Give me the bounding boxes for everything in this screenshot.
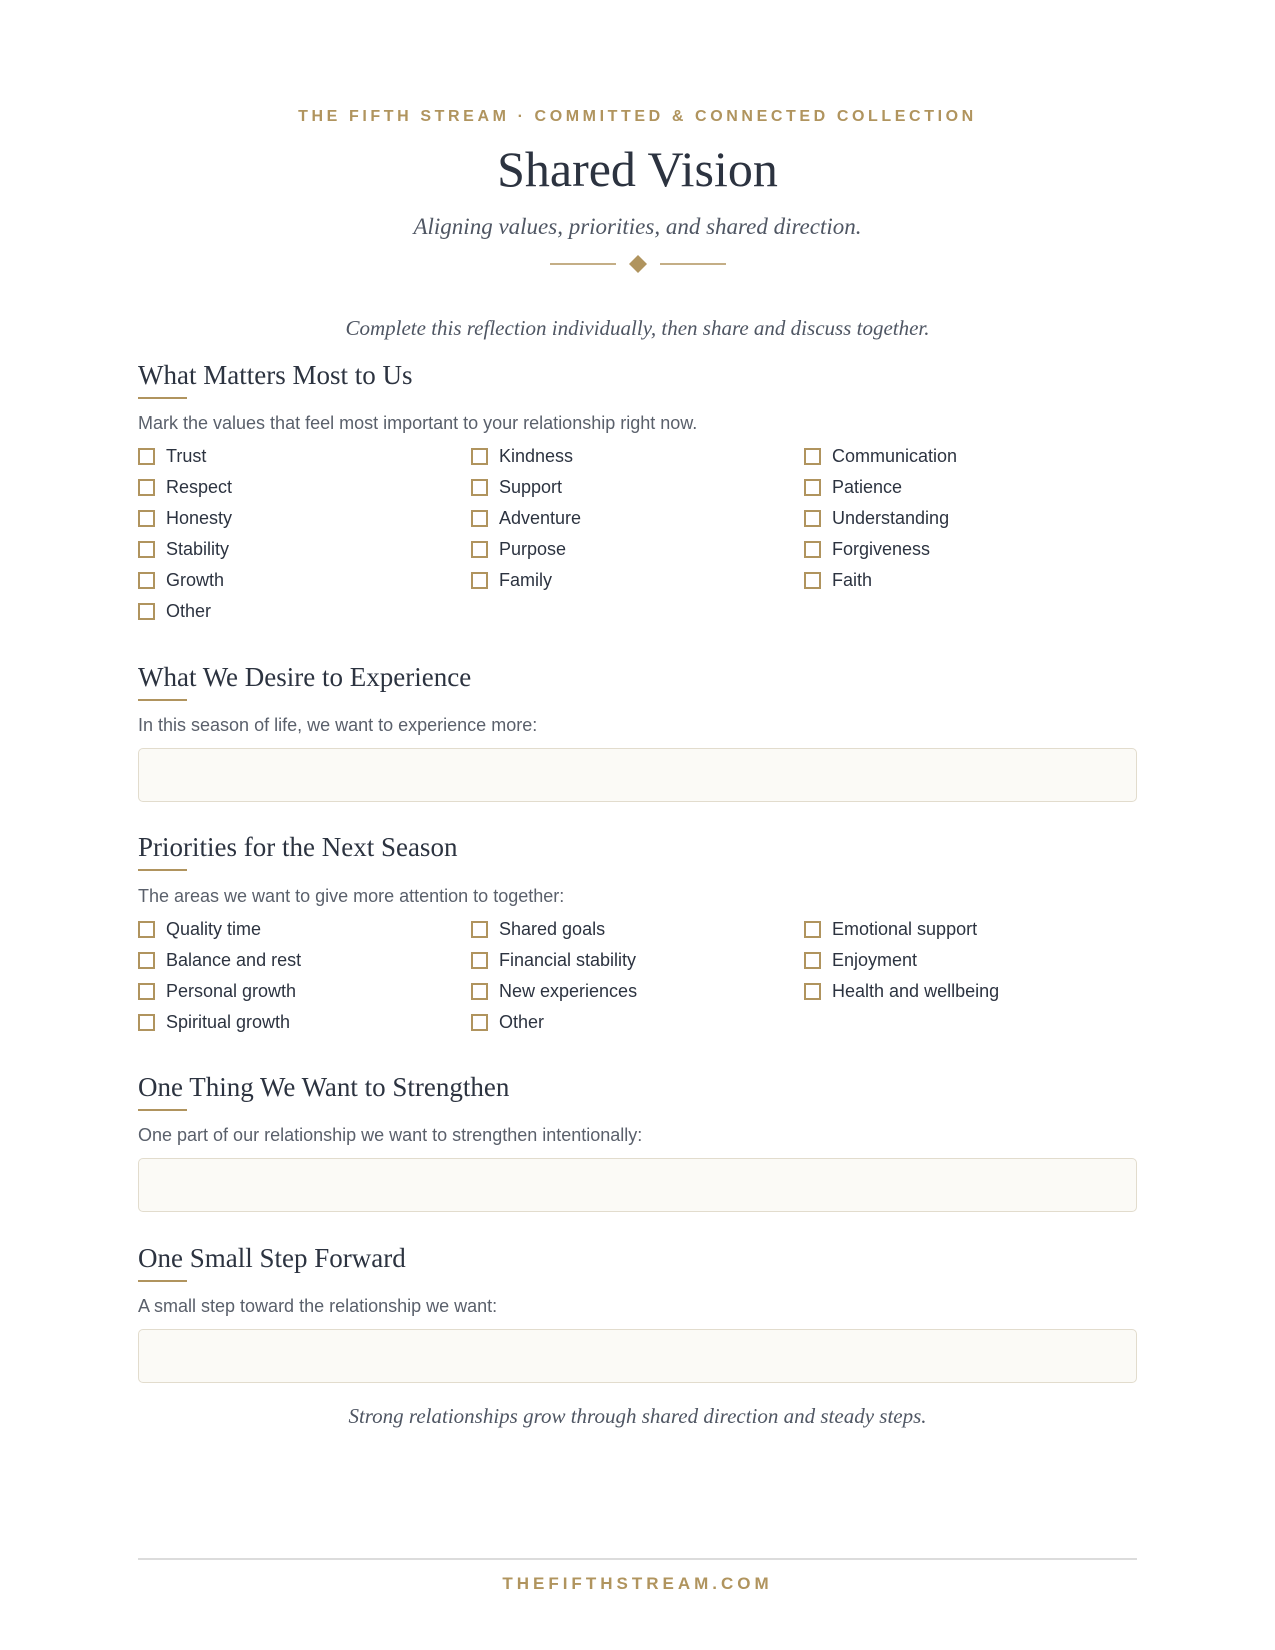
checkbox[interactable] <box>138 479 155 496</box>
value-option[interactable] <box>471 444 573 468</box>
desire-response-field[interactable] <box>138 748 1137 802</box>
checkbox[interactable] <box>471 983 488 1000</box>
strengthen-response-field[interactable] <box>138 1158 1137 1212</box>
checkbox[interactable] <box>471 572 488 589</box>
section-description-values: Mark the values that feel most important to your relationship right now. <box>138 413 698 433</box>
checkbox-label: Respect <box>166 476 233 497</box>
value-option[interactable] <box>804 537 930 561</box>
checkbox-label: Personal growth <box>166 980 297 1001</box>
step-response-field[interactable] <box>138 1329 1137 1383</box>
footer-divider <box>138 1558 1137 1560</box>
checkbox[interactable] <box>138 1014 155 1031</box>
checkbox-label: Understanding <box>832 507 950 528</box>
value-option[interactable] <box>138 537 229 561</box>
page-subtitle: Aligning values, priorities, and shared direction. <box>413 214 862 239</box>
checkbox-label: New experiences <box>499 980 638 1001</box>
checkbox-label: Health and wellbeing <box>832 980 1000 1001</box>
section-accent-rule <box>138 869 187 871</box>
checkbox-label: Family <box>499 569 552 590</box>
value-option[interactable] <box>471 537 566 561</box>
section-title-values: What Matters Most to Us <box>138 360 413 390</box>
closing-quote: Strong relationships grow through shared direction and steady steps. <box>348 1404 927 1428</box>
value-option[interactable] <box>138 599 211 623</box>
checkbox-label: Emotional support <box>832 918 978 939</box>
priority-option[interactable] <box>471 1010 544 1034</box>
priority-option[interactable] <box>471 979 637 1003</box>
checkbox-label: Purpose <box>499 538 567 559</box>
checkbox[interactable] <box>804 510 821 527</box>
checkbox-label: Other <box>166 600 212 621</box>
checkbox-label: Forgiveness <box>832 538 931 559</box>
value-option[interactable] <box>804 568 872 592</box>
checkbox-label: Shared goals <box>499 918 606 939</box>
checkbox[interactable] <box>138 952 155 969</box>
priority-option[interactable] <box>804 948 917 972</box>
checkbox[interactable] <box>138 510 155 527</box>
checkbox[interactable] <box>804 572 821 589</box>
checkbox[interactable] <box>804 952 821 969</box>
value-option[interactable] <box>138 568 224 592</box>
priority-option[interactable] <box>138 948 301 972</box>
checkbox-label: Kindness <box>499 445 574 466</box>
checkbox-label: Support <box>499 476 563 497</box>
checkbox-label: Spiritual growth <box>166 1011 291 1032</box>
section-title-step: One Small Step Forward <box>138 1243 406 1273</box>
footer-website: THEFIFTHSTREAM.COM <box>502 1574 773 1593</box>
priority-option[interactable] <box>471 948 636 972</box>
diamond-divider-icon <box>548 254 728 274</box>
checkbox-label: Honesty <box>166 507 233 528</box>
checkbox[interactable] <box>471 1014 488 1031</box>
checkbox[interactable] <box>471 541 488 558</box>
section-description-step: A small step toward the relationship we want: <box>138 1296 498 1316</box>
section-title-strengthen: One Thing We Want to Strengthen <box>138 1072 510 1102</box>
section-title-desire: What We Desire to Experience <box>138 662 472 692</box>
value-option[interactable] <box>804 444 957 468</box>
value-option[interactable] <box>138 506 232 530</box>
checkbox[interactable] <box>471 448 488 465</box>
priority-option[interactable] <box>138 917 261 941</box>
section-accent-rule <box>138 397 187 399</box>
value-option[interactable] <box>138 444 206 468</box>
checkbox[interactable] <box>804 448 821 465</box>
checkbox[interactable] <box>471 921 488 938</box>
section-description-priorities: The areas we want to give more attention to together: <box>138 886 565 906</box>
checkbox-label: Patience <box>832 476 903 497</box>
checkbox[interactable] <box>471 952 488 969</box>
checkbox-label: Financial stability <box>499 949 637 970</box>
collection-eyebrow: THE FIFTH STREAM · COMMITTED & CONNECTED COLLECTION <box>298 108 977 125</box>
checkbox[interactable] <box>804 541 821 558</box>
checkbox-label: Other <box>499 1011 545 1032</box>
checkbox[interactable] <box>471 479 488 496</box>
value-option[interactable] <box>471 506 581 530</box>
value-option[interactable] <box>471 475 562 499</box>
section-accent-rule <box>138 1280 187 1282</box>
checkbox-label: Balance and rest <box>166 949 302 970</box>
checkbox-label: Trust <box>166 445 207 466</box>
checkbox[interactable] <box>138 983 155 1000</box>
value-option[interactable] <box>804 506 949 530</box>
priority-option[interactable] <box>471 917 605 941</box>
checkbox[interactable] <box>804 921 821 938</box>
section-description-desire: In this season of life, we want to experience more: <box>138 715 538 735</box>
priority-option[interactable] <box>138 979 296 1003</box>
checkbox[interactable] <box>138 448 155 465</box>
intro-instruction: Complete this reflection individually, then share and discuss together. <box>345 316 930 340</box>
checkbox[interactable] <box>804 983 821 1000</box>
priority-option[interactable] <box>804 979 999 1003</box>
checkbox-label: Quality time <box>166 918 262 939</box>
checkbox[interactable] <box>138 921 155 938</box>
section-title-priorities: Priorities for the Next Season <box>138 832 458 862</box>
checkbox-label: Adventure <box>499 507 582 528</box>
checkbox-label: Communication <box>832 445 958 466</box>
priority-option[interactable] <box>138 1010 290 1034</box>
checkbox[interactable] <box>138 572 155 589</box>
value-option[interactable] <box>138 475 232 499</box>
section-accent-rule <box>138 1109 187 1111</box>
priority-option[interactable] <box>804 917 977 941</box>
section-accent-rule <box>138 699 187 701</box>
checkbox-label: Stability <box>166 538 230 559</box>
checkbox[interactable] <box>138 603 155 620</box>
value-option[interactable] <box>471 568 552 592</box>
value-option[interactable] <box>804 475 902 499</box>
checkbox[interactable] <box>471 510 488 527</box>
checkbox-label: Faith <box>832 569 873 590</box>
checkbox-label: Growth <box>166 569 225 590</box>
section-description-strengthen: One part of our relationship we want to strengthen intentionally: <box>138 1125 643 1145</box>
checkbox[interactable] <box>804 479 821 496</box>
checkbox[interactable] <box>138 541 155 558</box>
page-title: Shared Vision <box>497 141 778 197</box>
checkbox-label: Enjoyment <box>832 949 918 970</box>
